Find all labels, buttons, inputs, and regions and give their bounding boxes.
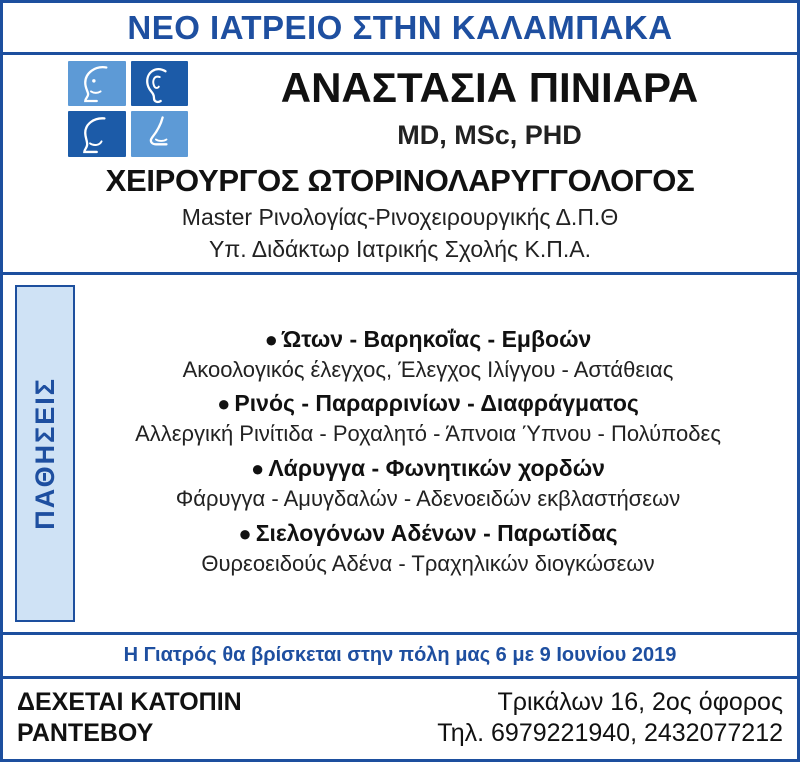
headline-band — [3, 3, 797, 55]
clinic-logo — [68, 61, 188, 157]
footer-band — [3, 679, 797, 760]
qualification-line-1: Master Ρινολογίας-Ρινοχειρουργικής Δ.Π.Θ — [181, 203, 619, 230]
qualification-line-2: Υπ. Διδάκτωρ Ιατρικής Σχολής Κ.Π.Α. — [209, 236, 591, 263]
nose-icon — [131, 111, 189, 157]
conditions-list — [85, 281, 789, 626]
condition-group-main — [85, 453, 771, 484]
throat-icon — [68, 111, 126, 157]
doctor-identity — [202, 66, 787, 151]
condition-sub-text: Ακοολογικός έλεγχος, Έλεγχος Ιλίγγου - Αστάθειας — [182, 356, 674, 382]
conditions-section-label-text: ΠΑΘΗΣΕΙΣ — [29, 376, 60, 530]
conditions-section-label — [15, 285, 75, 622]
bullet-icon: ● — [264, 326, 278, 352]
visit-notice-band — [3, 635, 797, 679]
bullet-icon: ● — [238, 520, 252, 546]
face-profile-icon — [68, 61, 126, 107]
name-row — [13, 61, 787, 157]
phone-line: Τηλ. 6979221940, 2432077212 — [437, 718, 783, 747]
ear-icon — [131, 61, 189, 107]
page-title: ΝΕΟ ΙΑΤΡΕΙΟ ΣΤΗΝ ΚΑΛΑΜΠΑΚΑ — [127, 9, 673, 46]
condition-main-text: Σιελογόνων Αδένων - Παρωτίδας — [255, 519, 618, 546]
condition-sub-text: Αλλεργική Ρινίτιδα - Ροχαλητό - Άπνοια Ύπνου - Πολύποδες — [135, 421, 721, 447]
appointment-note-line-1: ΔΕΧΕΤΑΙ ΚΑΤΟΠΙΝ — [17, 687, 242, 716]
condition-main-text: Λάρυγγα - Φωνητικών χορδών — [268, 455, 605, 482]
name-band — [3, 55, 797, 275]
doctor-degrees: MD, MSc, PHD — [397, 120, 582, 151]
address-line: Τρικάλων 16, 2ος όφορος — [497, 687, 783, 716]
bullet-icon: ● — [217, 391, 231, 417]
visit-notice: Η Γιατρός θα βρίσκεται στην πόλη μας 6 με 9 Ιουνίου 2019 — [123, 643, 677, 666]
conditions-band — [3, 275, 797, 635]
condition-group-main — [85, 324, 771, 355]
doctor-name: ΑΝΑΣΤΑΣΙΑ ΠΙΝΙΑΡΑ — [280, 64, 699, 112]
condition-group-main — [85, 518, 771, 549]
contact-info — [437, 687, 783, 750]
condition-sub-text: Φάρυγγα - Αμυγδαλών - Αδενοειδών εκβλαστήσεων — [175, 486, 681, 512]
appointment-note-line-2: ΡΑΝΤΕΒΟΥ — [17, 718, 154, 747]
doctor-specialty: ΧΕΙΡΟΥΡΓΟΣ ΩΤΟΡΙΝΟΛΑΡΥΓΓΟΛΟΓΟΣ — [105, 162, 695, 198]
appointment-note — [17, 687, 242, 750]
condition-sub-text: Θυρεοειδούς Αδένα - Τραχηλικών διογκώσεων — [201, 550, 655, 576]
condition-group-main — [85, 388, 771, 419]
bullet-icon: ● — [251, 456, 265, 482]
condition-main-text: Ώτων - Βαρηκοΐας - Εμβοών — [281, 325, 592, 352]
condition-main-text: Ρινός - Παραρρινίων - Διαφράγματος — [234, 390, 639, 417]
